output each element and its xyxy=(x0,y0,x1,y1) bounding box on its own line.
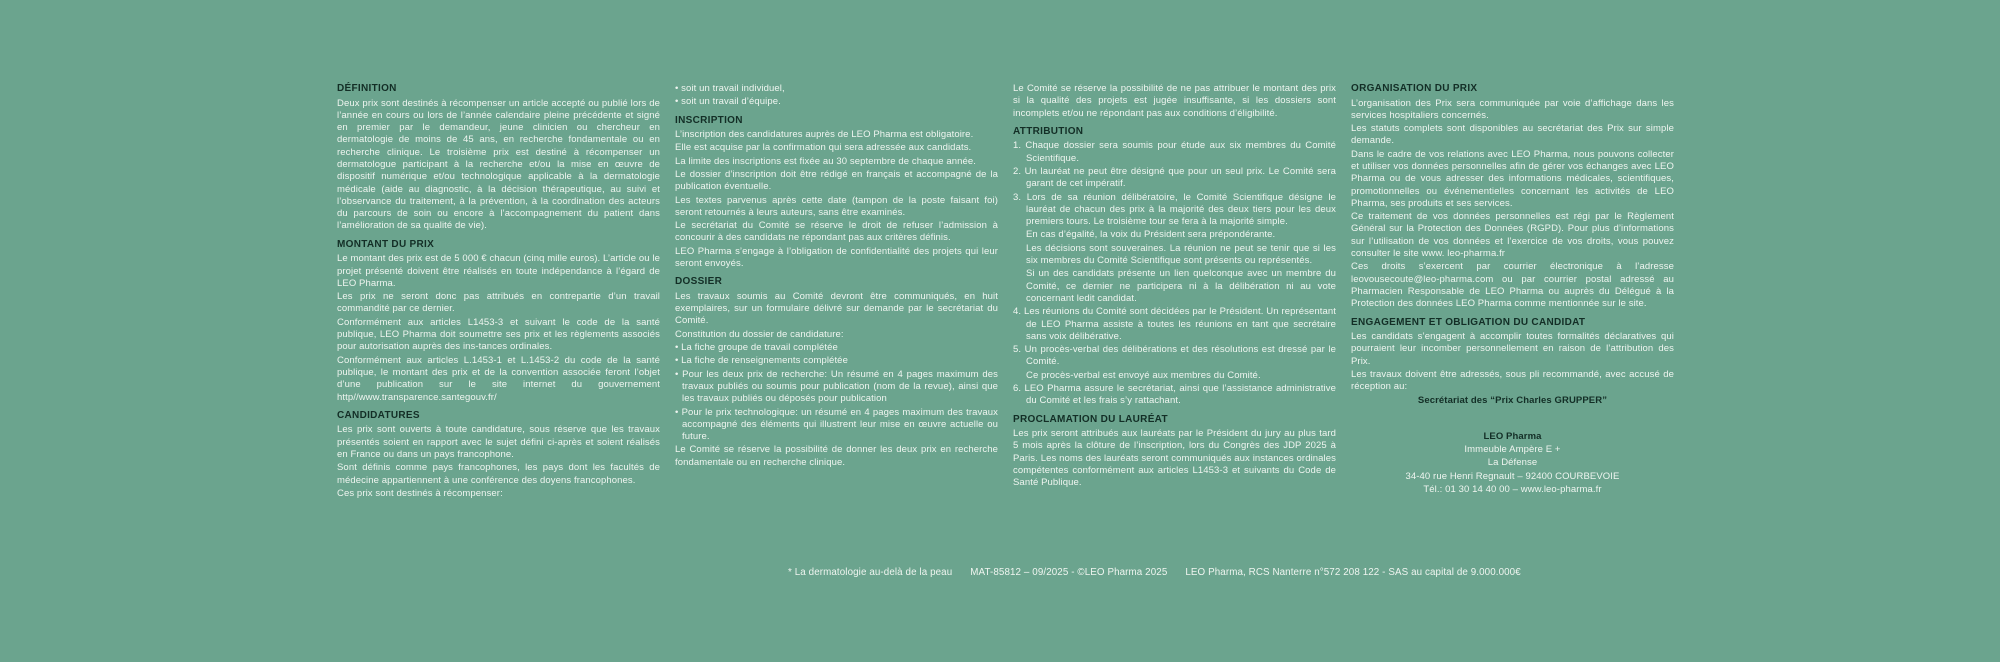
footer-tagline: * La dermatologie au-delà de la peau xyxy=(788,567,953,578)
numbered-item: 3. Lors de sa réunion délibératoire, le Comité Scientifique désigne le lauréat de chacun des prix à la majorité des deux tiers pour les deux premiers tours. Le troisième tour se fera à la majorité simple. xyxy=(1013,191,1336,228)
column-attribution-proclamation xyxy=(1013,83,1336,501)
paragraph: Les textes parvenus après cette date (tampon de la poste faisant foi) seront retournés à leurs auteurs, sans être examinés. xyxy=(675,194,998,218)
numbered-item: 4. Les réunions du Comité sont décidées par le Président. Un représentant de LEO Pharma assiste à toutes les réunions en tant que secrétaire sans voix délibérative. xyxy=(1013,306,1336,342)
column-definition-montant-candidatures xyxy=(337,83,660,501)
paragraph: Le Comité se réserve la possibilité de donner les deux prix en recherche fondamentale ou en recherche clinique. xyxy=(675,444,998,468)
paragraph: LEO Pharma s’engage à l’obligation de confidentialité des projets qui leur seront envoyés. xyxy=(675,245,998,270)
paragraph: Les prix sont ouverts à toute candidature, sous réserve que les travaux présentés soient en rapport avec le sujet défini ci-après et soient réalisés en France ou dans un pays francophone. xyxy=(337,424,660,460)
section-heading: DÉFINITION xyxy=(337,83,397,94)
bullet-item: • Pour les deux prix de recherche: Un résumé en 4 pages maximum des travaux publiés ou soumis pour publication (nom de la revue), ainsi que les travaux publiés ou déposés pour publication xyxy=(675,368,998,405)
paragraph: Le montant des prix est de 5 000 € chacun (cinq mille euros). L’article ou le projet présenté doivent être réalisés en toute indépendance à l’égard de LEO Pharma. xyxy=(337,253,660,289)
paragraph: Le Comité se réserve la possibilité de ne pas attribuer le montant des prix si la qualité des projets est jugée insuffisante, si les dossiers sont incomplets et/ou ne répondant pas aux conditions d’éligibilité. xyxy=(1013,83,1336,119)
list-continuation: En cas d’égalité, la voix du Président sera prépondérante. xyxy=(1026,229,1276,241)
paragraph: Les candidats s’engagent à accomplir toutes formalités déclaratives qui pourraient leur incomber personnellement en raison de l’attribution des Prix. xyxy=(1351,331,1674,367)
footer-legal-line xyxy=(788,567,1521,579)
bullet-item: • soit un travail d’équipe. xyxy=(675,96,781,108)
address-line: 34-40 rue Henri Regnault – 92400 COURBEVOIE xyxy=(1405,470,1620,482)
section-heading: ATTRIBUTION xyxy=(1013,125,1084,137)
paragraph: La limite des inscriptions est fixée au 30 septembre de chaque année. xyxy=(675,155,977,167)
paragraph: Constitution du dossier de candidature: xyxy=(675,328,844,340)
bullet-item: • Pour le prix technologique: un résumé en 4 pages maximum des travaux accompagné des éléments qui illustrent leur mise en œuvre actuelle ou future. xyxy=(675,406,998,443)
paragraph: Ces prix sont destinés à récompenser: xyxy=(337,487,503,499)
paragraph: Conformément aux articles L.1453-1 et L.1453-2 du code de la santé publique, le montant des prix et de la convention associée feront l’objet d’une publication sur le site internet du gouvernement http//www.transparence.santegouv.fr/ xyxy=(337,354,660,403)
footer-material-code: MAT-85812 – 09/2025 - ©LEO Pharma 2025 xyxy=(970,567,1168,578)
recipient-bold-line: Secrétariat des “Prix Charles GRUPPER” xyxy=(1417,394,1608,406)
paragraph: Les statuts complets sont disponibles au secrétariat des Prix sur simple demande. xyxy=(1351,123,1674,147)
section-heading: PROCLAMATION DU LAURÉAT xyxy=(1013,413,1168,425)
section-heading: ENGAGEMENT ET OBLIGATION DU CANDIDAT xyxy=(1351,316,1586,328)
paragraph: Sont définis comme pays francophones, les pays dont les facultés de médecine appartiennent à une conférence des doyens francophones. xyxy=(337,462,660,486)
bullet-item: • soit un travail individuel, xyxy=(675,83,785,94)
paragraph: Les prix ne seront donc pas attribués en contrepartie d’un travail commandité par ce dernier. xyxy=(337,291,660,315)
paragraph: Ces droits s’exercent par courrier électronique à l’adresse leovousecoute@leo-pharma.com ou par courrier postal adressé au Pharmacien Responsable de LEO Pharma ou auprès du Délégué à la Protection des données LEO Pharma comme mentionnée sur le site. xyxy=(1351,261,1674,310)
paragraph: Les travaux doivent être adressés, sous pli recommandé, avec accusé de réception au: xyxy=(1351,368,1674,393)
list-continuation: Si un des candidats présente un lien quelconque avec un membre du Comité, ce dernier ne participera ni à la délibération ni au vote concernant ledit candidat. xyxy=(1026,268,1336,304)
paragraph: Le dossier d’inscription doit être rédigé en français et accompagné de la publication éventuelle. xyxy=(675,168,998,193)
section-heading: DOSSIER xyxy=(675,276,723,288)
paragraph: Conformément aux articles L1453-3 et suivant le code de la santé publique, LEO Pharma doit soumettre ses prix et les règlements associés pour autorisation auprès des ins-tances ordinales. xyxy=(337,316,660,353)
section-heading: MONTANT DU PRIX xyxy=(337,238,435,250)
paragraph: Les prix seront attribués aux lauréats par le Président du jury au plus tard 5 mois après la clôture de l’inscription, lors du Congrès des JDP 2025 à Paris. Les noms des lauréats seront communiqués aux instances ordinales compétentes conformément aux articles L1453-3 et suivants du Code de Santé Publique. xyxy=(1013,428,1336,489)
section-heading: INSCRIPTION xyxy=(675,114,743,126)
bullet-item: • La fiche groupe de travail complétée xyxy=(675,342,838,354)
address-line: Tél.: 01 30 14 40 00 – www.leo-pharma.fr xyxy=(1423,484,1602,496)
text-columns xyxy=(337,83,1674,501)
address-line: Immeuble Ampère E + xyxy=(1464,444,1561,456)
section-heading: ORGANISATION DU PRIX xyxy=(1351,83,1478,94)
numbered-item: 5. Un procès-verbal des délibérations et des résolutions est dressé par le Comité. xyxy=(1013,344,1336,368)
paragraph: Elle est acquise par la confirmation qui sera adressée aux candidats. xyxy=(675,142,972,154)
paragraph: Ce traitement de vos données personnelles est régi par le Règlement Général sur la Protection des Données (RGPD). Pour plus d’informations sur l’utilisation de vos données et l’exercice de vos droits, vous pouvez consulter le site www. leo-pharma.fr xyxy=(1351,211,1674,260)
paragraph: Deux prix sont destinés à récompenser un article accepté ou publié lors de l’année en cours ou lors de l’année calendaire pleine précédente et signé en premier par le demandeur, jeune clinicien ou chercheur en dermatologie de moins de 45 ans, en recherche fondamentale ou en recherche clinique. Le troisième prix est destiné à récompenser un dermatologue participant à la recherche et/ou la mise en œuvre de dispositif numérique et/ou technologique applicable à la dermatologie médicale (aide au diagnostic, à la décision thérapeutique, au suivi et l’observance du traitement, à la prévention, à la coordination des acteurs du parcours de soin ou encore à l’accompagnement du patient dans l’amélioration de sa qualité de vie). xyxy=(337,97,660,232)
numbered-item: 2. Un lauréat ne peut être désigné que pour un seul prix. Le Comité sera garant de cet impératif. xyxy=(1013,165,1336,190)
numbered-item: 6. LEO Pharma assure le secrétariat, ainsi que l’assistance administrative du Comité et les frais s’y rattachant. xyxy=(1013,383,1336,407)
column-inscription-dossier xyxy=(675,83,998,501)
column-organisation-engagement xyxy=(1351,83,1674,501)
bullet-item: • La fiche de renseignements complétée xyxy=(675,355,848,367)
numbered-item: 1. Chaque dossier sera soumis pour étude aux six membres du Comité Scientifique. xyxy=(1013,140,1336,164)
footer-company-legal: LEO Pharma, RCS Nanterre n°572 208 122 - SAS au capital de 9.000.000€ xyxy=(1185,567,1521,578)
address-line: La Défense xyxy=(1487,457,1538,469)
recipient-bold-line: LEO Pharma xyxy=(1483,430,1542,442)
paragraph: L’inscription des candidatures auprès de LEO Pharma est obligatoire. xyxy=(675,129,974,141)
list-continuation: Les décisions sont souveraines. La réunion ne peut se tenir que si les six membres du Comité Scientifique sont présents ou représentés. xyxy=(1026,242,1336,267)
paragraph: Les travaux soumis au Comité devront être communiqués, en huit exemplaires, sur un formulaire délivré sur demande par le secrétariat du Comité. xyxy=(675,290,998,327)
paragraph: Dans le cadre de vos relations avec LEO Pharma, nous pouvons collecter et utiliser vos données personnelles afin de gérer vos échanges avec LEO Pharma ou de vous adresser des informations médicales, scientifiques, promotionnelles ou événementielles concernant les activités de LEO Pharma, ses produits et ses services. xyxy=(1351,148,1674,209)
paragraph: Le secrétariat du Comité se réserve le droit de refuser l’admission à concourir à des candidats ne répondant pas aux critères définis. xyxy=(675,220,998,244)
list-continuation: Ce procès-verbal est envoyé aux membres du Comité. xyxy=(1026,369,1261,381)
section-heading: CANDIDATURES xyxy=(337,409,420,421)
paragraph: L’organisation des Prix sera communiquée par voie d’affichage dans les services hospitaliers concernés. xyxy=(1351,97,1674,121)
